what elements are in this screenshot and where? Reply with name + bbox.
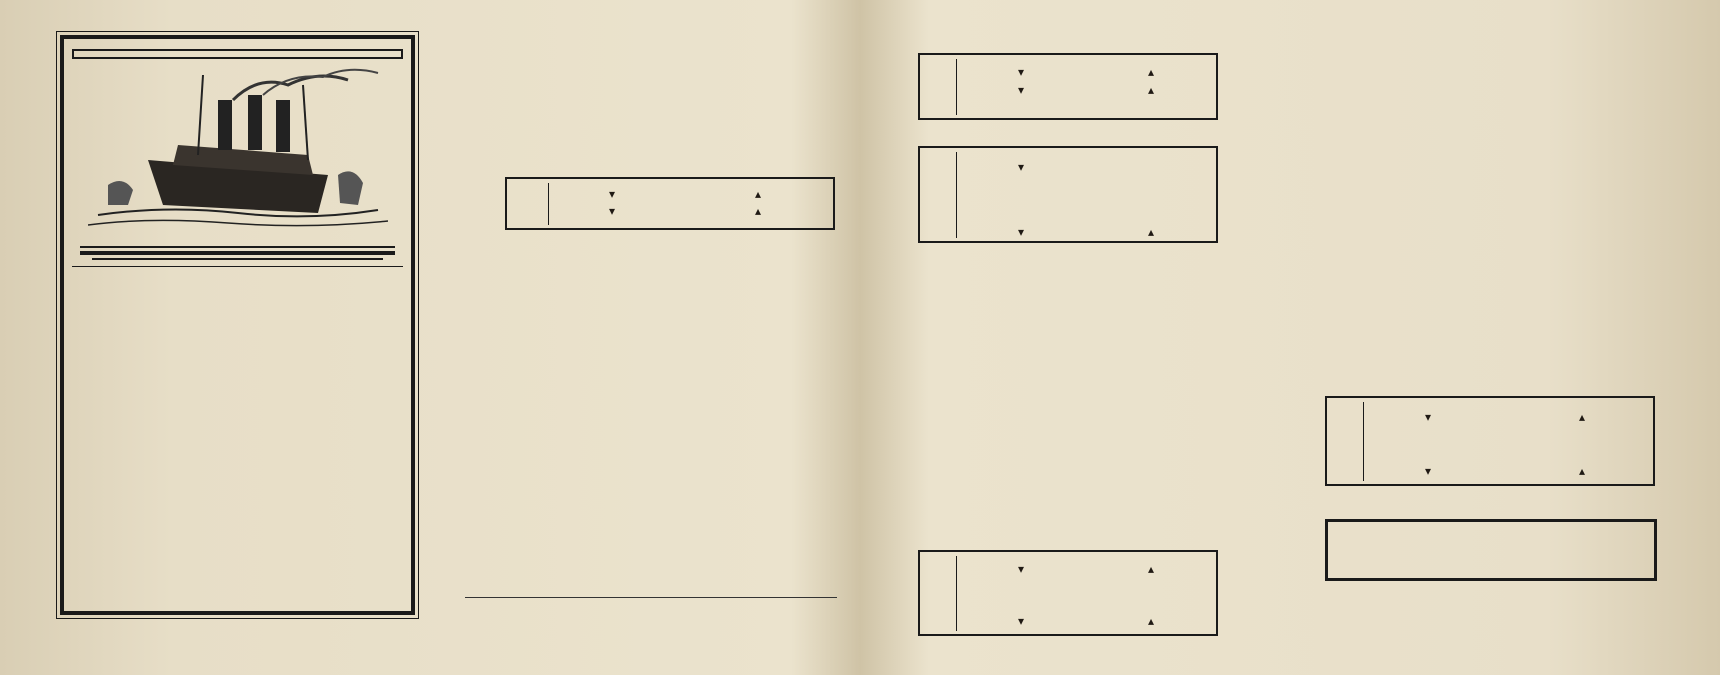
arrow-down-icon: ▾ [1018,65,1025,79]
arrow-down-icon: ▾ [1018,160,1025,174]
arrow-up-icon: ▴ [1148,614,1155,628]
arrow-up-icon: ▴ [1148,65,1155,79]
ad-slogan [80,244,395,248]
arrow-down-icon: ▾ [609,204,616,218]
page-74 [1305,0,1705,675]
arrow-down-icon: ▾ [1018,225,1025,239]
ad-slogan [80,251,395,255]
route-box [918,53,1218,120]
arrow-down-icon: ▾ [1018,83,1025,97]
main-route-box [505,177,835,230]
arrow-up-icon: ▴ [1148,562,1155,576]
arrow-up-icon: ▴ [755,204,762,218]
page-73 [880,0,1260,675]
ad-line [92,259,383,260]
arrow-up-icon: ▴ [1148,225,1155,239]
arrow-up-icon: ▴ [1148,83,1155,97]
toktol-advertisement [1325,519,1657,581]
ad-line [72,266,403,267]
norddeutscher-lloyd-advertisement [60,35,415,615]
arrow-up-icon: ▴ [1579,464,1586,478]
arrow-down-icon: ▾ [609,187,616,201]
route-box [918,550,1218,636]
arrow-up-icon: ▴ [1579,410,1586,424]
arrow-down-icon: ▾ [1018,562,1025,576]
arrow-down-icon: ▾ [1425,410,1432,424]
arrow-up-icon: ▴ [755,187,762,201]
route-box [918,146,1218,243]
steamship-illustration-icon [88,65,388,235]
arrow-down-icon: ▾ [1018,614,1025,628]
ad-header [72,49,403,59]
page-72 [455,0,845,675]
arrow-down-icon: ▾ [1425,464,1432,478]
route-box [1325,396,1655,486]
